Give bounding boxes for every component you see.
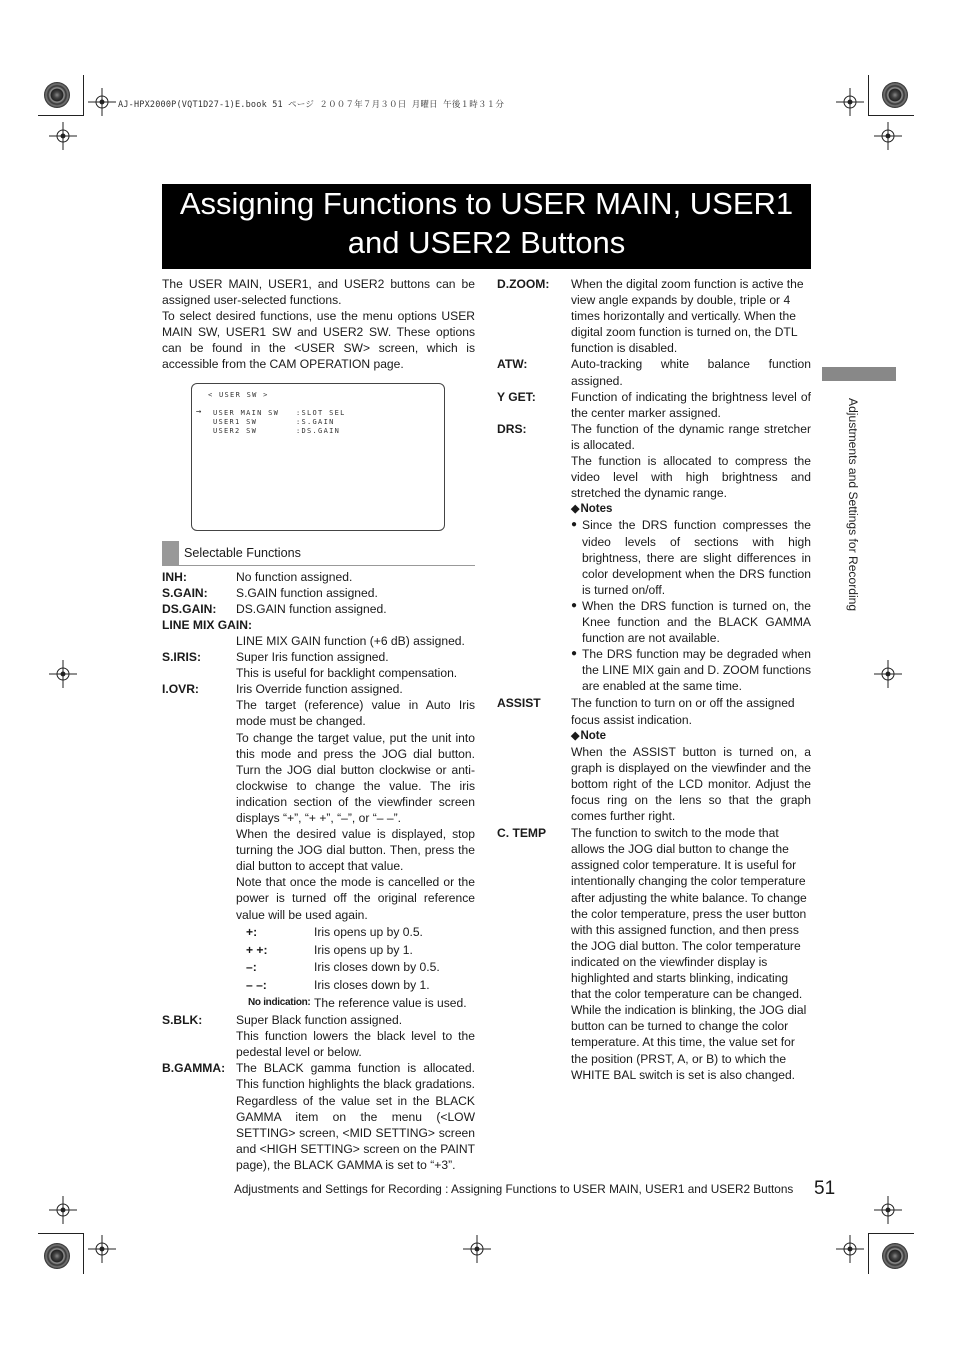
notes-label: Notes <box>580 503 613 516</box>
book-file-header: AJ-HPX2000P(VQT1D27-1)E.book 51 ページ ２００７年７月３０日 月曜日 午後１時３１分 <box>118 100 505 110</box>
iris-option-desc: Iris closes down by 0.5. <box>314 960 440 975</box>
function-key: Y GET: <box>497 389 536 404</box>
registration-rosette-icon <box>44 82 70 108</box>
section-title: Selectable Functions <box>184 545 301 560</box>
side-tab-label: Adjustments and Settings for Recording <box>846 398 860 612</box>
function-desc: S.GAIN function assigned. <box>236 585 378 600</box>
iris-option <box>236 977 475 993</box>
note-item <box>571 646 811 694</box>
iris-option-desc: Iris opens up by 0.5. <box>314 925 423 940</box>
function-item <box>162 601 475 617</box>
function-desc: Auto-tracking white balance function assigned. <box>571 357 811 388</box>
side-tab-marker <box>822 367 896 381</box>
iris-option-key: –: <box>246 960 257 975</box>
iris-option <box>236 959 475 975</box>
registration-mark-icon <box>834 1233 866 1265</box>
function-key: DRS: <box>497 421 527 436</box>
page-title-line: Assigning Functions to USER MAIN, USER1 <box>179 186 794 221</box>
screen-row-value: :DS.GAIN <box>296 426 341 435</box>
iris-option-key: – –: <box>246 977 267 992</box>
bullet-icon: ● <box>571 599 578 611</box>
note-text: When the ASSIST button is turned on, a graph is displayed on the viewfinder and the bottom right of the LCD monitor. Adjust the focus ring on the lens so that the graph comes further right. <box>571 744 811 824</box>
note-text: Since the DRS function compresses the video levels of sections with high brightness, there are slight differences in color development when the DRS function is turned on/off. <box>582 518 811 597</box>
function-desc: The BLACK gamma function is allocated. This function highlights the black gradations. Regardless of the value set in the BLACK GAMMA item on the menu (<LOW SETTING> screen, <MID SETTING> screen and <HIGH SETTING> screen on the PAINT page), the BLACK GAMMA is set to “+3”. <box>236 1061 475 1172</box>
function-item <box>162 681 475 697</box>
page-title <box>162 184 811 269</box>
function-desc: This is useful for backlight compensation. <box>236 666 458 681</box>
function-desc: Super Iris function assigned. <box>236 650 389 665</box>
registration-mark-icon <box>872 1194 904 1226</box>
function-key: I.OVR: <box>162 682 199 697</box>
screen-row-name: USER1 SW <box>213 417 258 426</box>
function-key: B.GAMMA: <box>162 1061 226 1076</box>
function-desc: Iris Override function assigned. <box>236 682 403 697</box>
registration-rosette-icon <box>44 1243 70 1269</box>
note-label: Note <box>580 729 607 742</box>
function-desc: LINE MIX GAIN function (+6 dB) assigned. <box>236 633 465 648</box>
iris-option-desc: Iris closes down by 1. <box>314 977 430 992</box>
registration-mark-icon <box>47 658 79 690</box>
menu-screen-illustration <box>191 383 445 531</box>
note-item <box>571 598 811 646</box>
screen-row-name: USER MAIN SW <box>213 408 280 417</box>
function-item <box>162 649 475 665</box>
function-item <box>497 825 811 1083</box>
notes-list <box>571 517 811 694</box>
function-item <box>497 356 811 388</box>
page-number: 51 <box>814 1178 836 1199</box>
function-desc: When the digital zoom function is active the view angle expands by double, triple or 4 times horizontally and vertically. When the digital zoom function is turned on, the DTL function is disabled. <box>571 277 804 356</box>
section-marker <box>162 541 179 565</box>
function-key: ATW: <box>497 357 528 372</box>
function-list <box>162 569 475 1173</box>
intro-paragraph: To select desired functions, use the menu options USER MAIN SW, USER1 SW and USER2 SW. These options can be found in the <USER SW> screen, which is accessible from the CAM OPERATION page. <box>162 309 475 372</box>
function-desc: The function is allocated to compress the video level with high brightness and stretched the dynamic range. <box>571 454 811 501</box>
right-column <box>497 276 811 1083</box>
registration-mark-icon <box>872 658 904 690</box>
function-desc: This function lowers the black level to the pedestal level or below. <box>236 1029 475 1060</box>
function-desc: DS.GAIN function assigned. <box>236 601 387 616</box>
function-item <box>162 569 475 585</box>
function-desc: The function to turn on or off the assigned focus assist indication. <box>571 696 795 727</box>
function-item <box>162 1060 475 1173</box>
function-key: C. TEMP <box>497 826 547 841</box>
note-item <box>571 517 811 597</box>
diamond-icon: ◆ <box>571 729 580 742</box>
diamond-icon: ◆ <box>571 503 580 516</box>
function-desc: Function of indicating the brightness level of the center marker assigned. <box>571 389 811 420</box>
registration-mark-icon <box>47 1194 79 1226</box>
function-item <box>497 421 811 453</box>
trim-line <box>83 1233 84 1274</box>
page-title-line: and USER2 Buttons <box>347 225 626 260</box>
trim-line <box>38 1233 84 1234</box>
left-column <box>162 276 475 1173</box>
note-text: When the DRS function is turned on, the Knee function and the BLACK GAMMA function are not available. <box>582 598 811 646</box>
registration-mark-icon <box>86 1233 118 1265</box>
iris-option-key: No indication: <box>248 996 311 1008</box>
iris-option <box>236 924 475 940</box>
screen-row-value: :S.GAIN <box>296 417 335 426</box>
function-key: S.GAIN: <box>162 585 208 600</box>
screen-row-name: USER2 SW <box>213 426 258 435</box>
function-item <box>162 1012 475 1028</box>
registration-rosette-icon <box>882 82 908 108</box>
screen-row-value: :SLOT SEL <box>296 408 346 417</box>
trim-line <box>38 115 84 116</box>
function-desc: The function of the dynamic range stretcher is allocated. <box>571 421 811 452</box>
function-desc: Note that once the mode is cancelled or the power is turned off the original reference value will be used again. <box>236 875 475 922</box>
registration-mark-icon <box>872 120 904 152</box>
iris-option-desc: Iris opens up by 1. <box>314 942 413 957</box>
trim-line <box>868 75 869 116</box>
function-item <box>497 276 811 356</box>
registration-mark-icon <box>461 1233 493 1265</box>
function-key: ASSIST <box>497 696 541 711</box>
notes-heading <box>571 501 811 517</box>
function-desc: To change the target value, put the unit into this mode and press the JOG dial button. Turn the JOG dial button clockwise or anti-clockwise to change the value. The iris indication section of the viewfinder screen displays “+”, “+ +”, “–”, or “– –”. <box>236 730 475 825</box>
trim-line <box>868 1233 914 1234</box>
bullet-icon: ● <box>571 648 578 660</box>
function-key: LINE MIX GAIN: <box>162 617 253 632</box>
function-desc: The target (reference) value in Auto Iris mode must be changed. <box>236 698 475 729</box>
note-heading <box>571 728 811 744</box>
intro-paragraph: The USER MAIN, USER1, and USER2 buttons can be assigned user-selected functions. <box>162 277 475 308</box>
function-key: S.BLK: <box>162 1013 203 1028</box>
registration-mark-icon <box>86 86 118 118</box>
registration-mark-icon <box>834 86 866 118</box>
running-footer: Adjustments and Settings for Recording : Assigning Functions to USER MAIN, USER1 and USER2 Buttons <box>234 1182 794 1196</box>
function-desc: Super Black function assigned. <box>236 1013 403 1028</box>
registration-rosette-icon <box>882 1243 908 1269</box>
iris-option-key: + +: <box>246 942 268 957</box>
function-key: D.ZOOM: <box>497 277 550 291</box>
iris-option <box>236 942 475 958</box>
function-item <box>497 695 811 727</box>
function-item <box>497 389 811 421</box>
function-desc: When the desired value is displayed, stop turning the JOG dial button. Then, press the dial button to accept that value. <box>236 827 475 874</box>
iris-option-desc: The reference value is used. <box>314 995 467 1010</box>
iris-option <box>236 995 475 1011</box>
section-header <box>162 541 475 566</box>
trim-line <box>868 115 914 116</box>
screen-cursor: → <box>196 406 202 417</box>
function-key: INH: <box>162 569 187 584</box>
iris-option-key: +: <box>246 925 258 940</box>
function-desc: No function assigned. <box>236 569 353 584</box>
function-key: DS.GAIN: <box>162 601 217 616</box>
screen-header: < USER SW > <box>208 390 269 399</box>
function-item <box>162 585 475 601</box>
trim-line <box>83 75 84 116</box>
registration-mark-icon <box>47 120 79 152</box>
function-desc: The function to switch to the mode that allows the JOG dial button to change the assigned color temperature. It is useful for intentionally changing the color temperature after adjusting the white balance. To change the color temperature, press the user button with this assigned function, and then press the JOG dial button. The color temperature indicated on the viewfinder display is highlighted and starts blinking, indicating that the color temperature can be changed. While the indication is blinking, the JOG dial button can be turned to change the color temperature. At this time, the value set for the position (PRST, A, or B) to which the WHITE BAL switch is set is also changed. <box>571 826 807 1082</box>
function-key: S.IRIS: <box>162 650 201 665</box>
trim-line <box>868 1233 869 1274</box>
bullet-icon: ● <box>571 519 578 531</box>
note-text: The DRS function may be degraded when the LINE MIX gain and D. ZOOM functions are enabled at the same time. <box>582 647 811 694</box>
